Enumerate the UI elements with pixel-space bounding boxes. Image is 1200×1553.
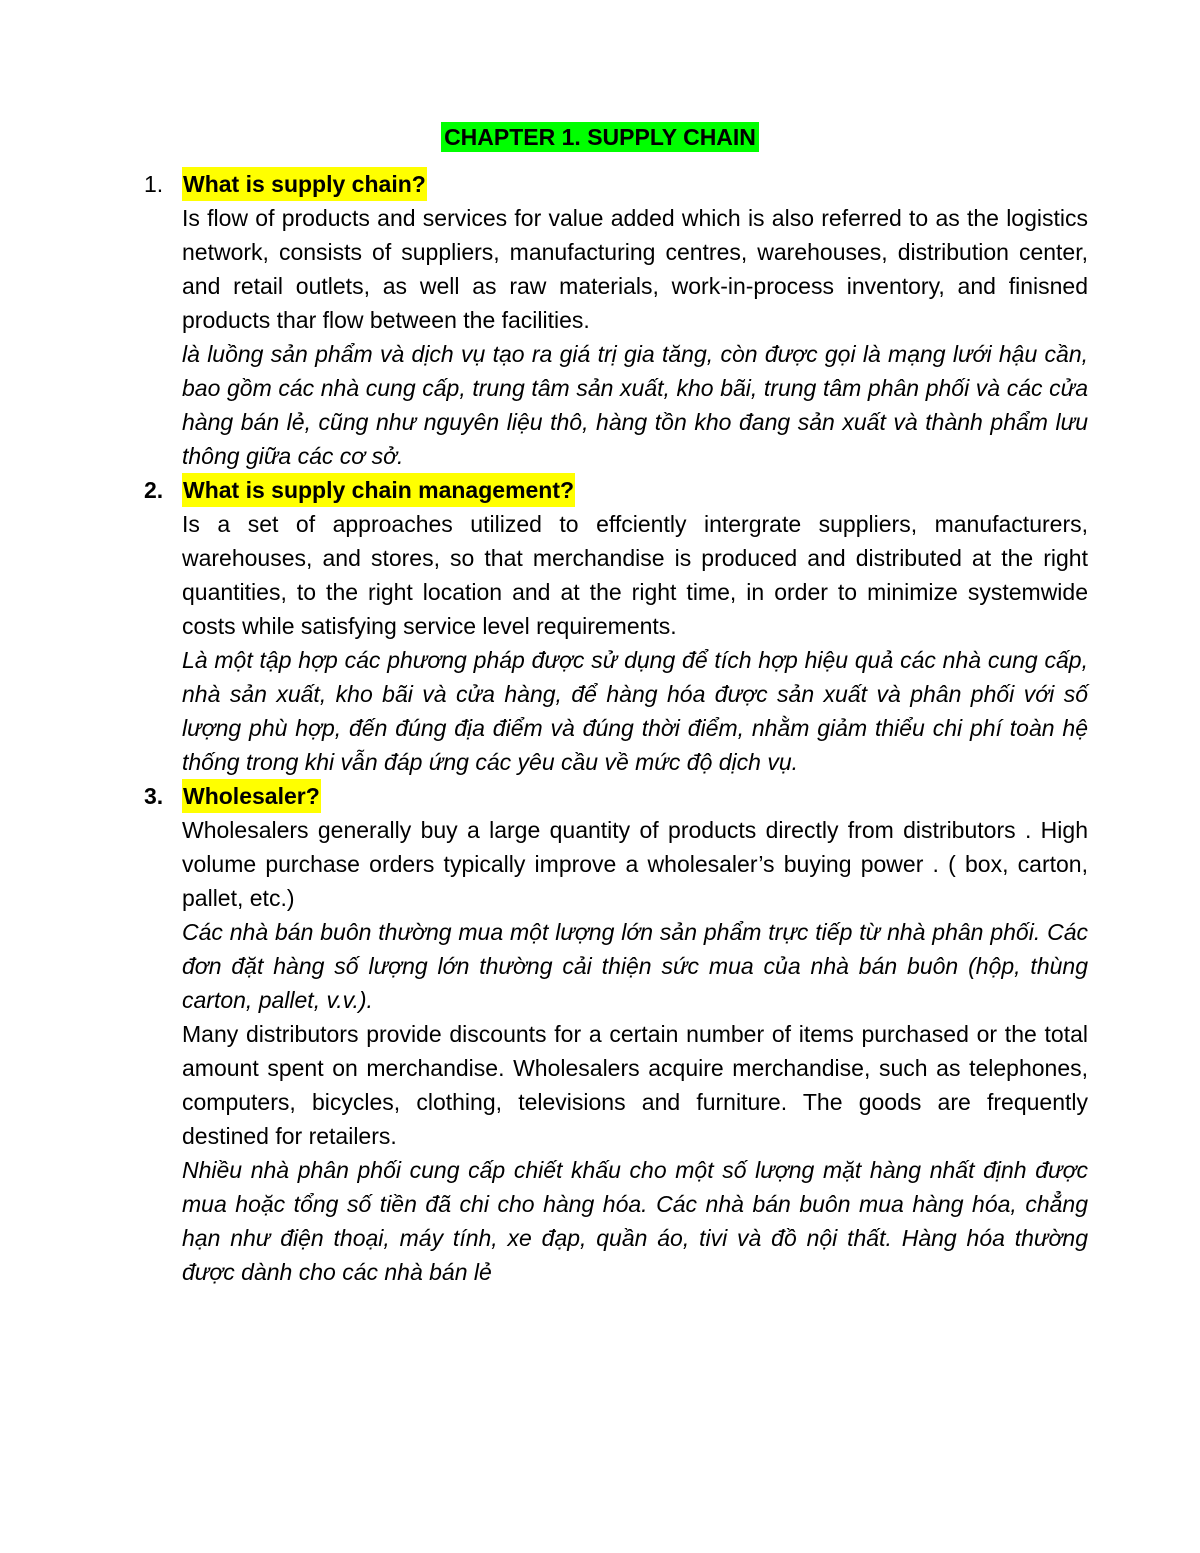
- title-container: [0, 122, 1200, 152]
- section-heading: [144, 167, 1088, 201]
- document-body: [144, 167, 1088, 1289]
- paragraph-english: Is a set of approaches utilized to effciently intergrate suppliers, manufacturers, warehouses, and stores, so that merchandise is produced and distributed at the right quantities, to the right location and at the right time, in order to minimize systemwide costs while satisfying service level requirements.: [182, 511, 1088, 639]
- paragraph-vietnamese: Nhiều nhà phân phối cung cấp chiết khấu cho một số lượng mặt hàng nhất định được mua hoặc tổng số tiền đã chi cho hàng hóa. Các nhà bán buôn mua hàng hóa, chẳng hạn như điện thoại, máy tính, xe đạp, quần áo, tivi và đồ nội thất. Hàng hóa thường được dành cho các nhà bán lẻ: [182, 1157, 1088, 1285]
- section-question: What is supply chain?: [182, 167, 427, 201]
- section-3: [144, 779, 1088, 1289]
- section-question: What is supply chain management?: [182, 473, 575, 507]
- paragraph-english: Wholesalers generally buy a large quantity of products directly from distributors . High volume purchase orders typically improve a wholesaler’s buying power . ( box, carton, pallet, etc.): [182, 817, 1088, 911]
- page-title: CHAPTER 1. SUPPLY CHAIN: [441, 122, 759, 152]
- paragraph-vietnamese: Là một tập hợp các phương pháp được sử dụng để tích hợp hiệu quả các nhà cung cấp, nhà sản xuất, kho bãi và cửa hàng, để hàng hóa được sản xuất và phân phối với số lượng phù hợp, đến đúng địa điểm và đúng thời điểm, nhằm giảm thiểu chi phí toàn hệ thống trong khi vẫn đáp ứng các yêu cầu về mức độ dịch vụ.: [182, 647, 1088, 775]
- paragraph-english: Is flow of products and services for value added which is also referred to as the logistics network, consists of suppliers, manufacturing centres, warehouses, distribution center, and retail outlets, as well as raw materials, work-in-process inventory, and finisned products thar flow between the facilities.: [182, 205, 1088, 333]
- section-number: 3.: [144, 783, 164, 809]
- section-question: Wholesaler?: [182, 779, 321, 813]
- paragraph-english: Many distributors provide discounts for a certain number of items purchased or the total amount spent on merchandise. Wholesalers acquire merchandise, such as telephones, computers, bicycles, clothing, televisions and furniture. The goods are frequently destined for retailers.: [182, 1021, 1088, 1149]
- section-2: [144, 473, 1088, 779]
- section-heading: [144, 779, 1088, 813]
- section-number: 2.: [144, 477, 164, 503]
- section-number: 1.: [144, 171, 164, 197]
- paragraph-vietnamese: Các nhà bán buôn thường mua một lượng lớn sản phẩm trực tiếp từ nhà phân phối. Các đơn đặt hàng số lượng lớn thường cải thiện sức mua của nhà bán buôn (hộp, thùng carton, pallet, v.v.).: [182, 919, 1088, 1013]
- section-1: [144, 167, 1088, 473]
- section-heading: [144, 473, 1088, 507]
- paragraph-vietnamese: là luồng sản phẩm và dịch vụ tạo ra giá trị gia tăng, còn được gọi là mạng lưới hậu cần, bao gồm các nhà cung cấp, trung tâm sản xuất, kho bãi, trung tâm phân phối và các cửa hàng bán lẻ, cũng như nguyên liệu thô, hàng tồn kho đang sản xuất và thành phẩm lưu thông giữa các cơ sở.: [182, 341, 1088, 469]
